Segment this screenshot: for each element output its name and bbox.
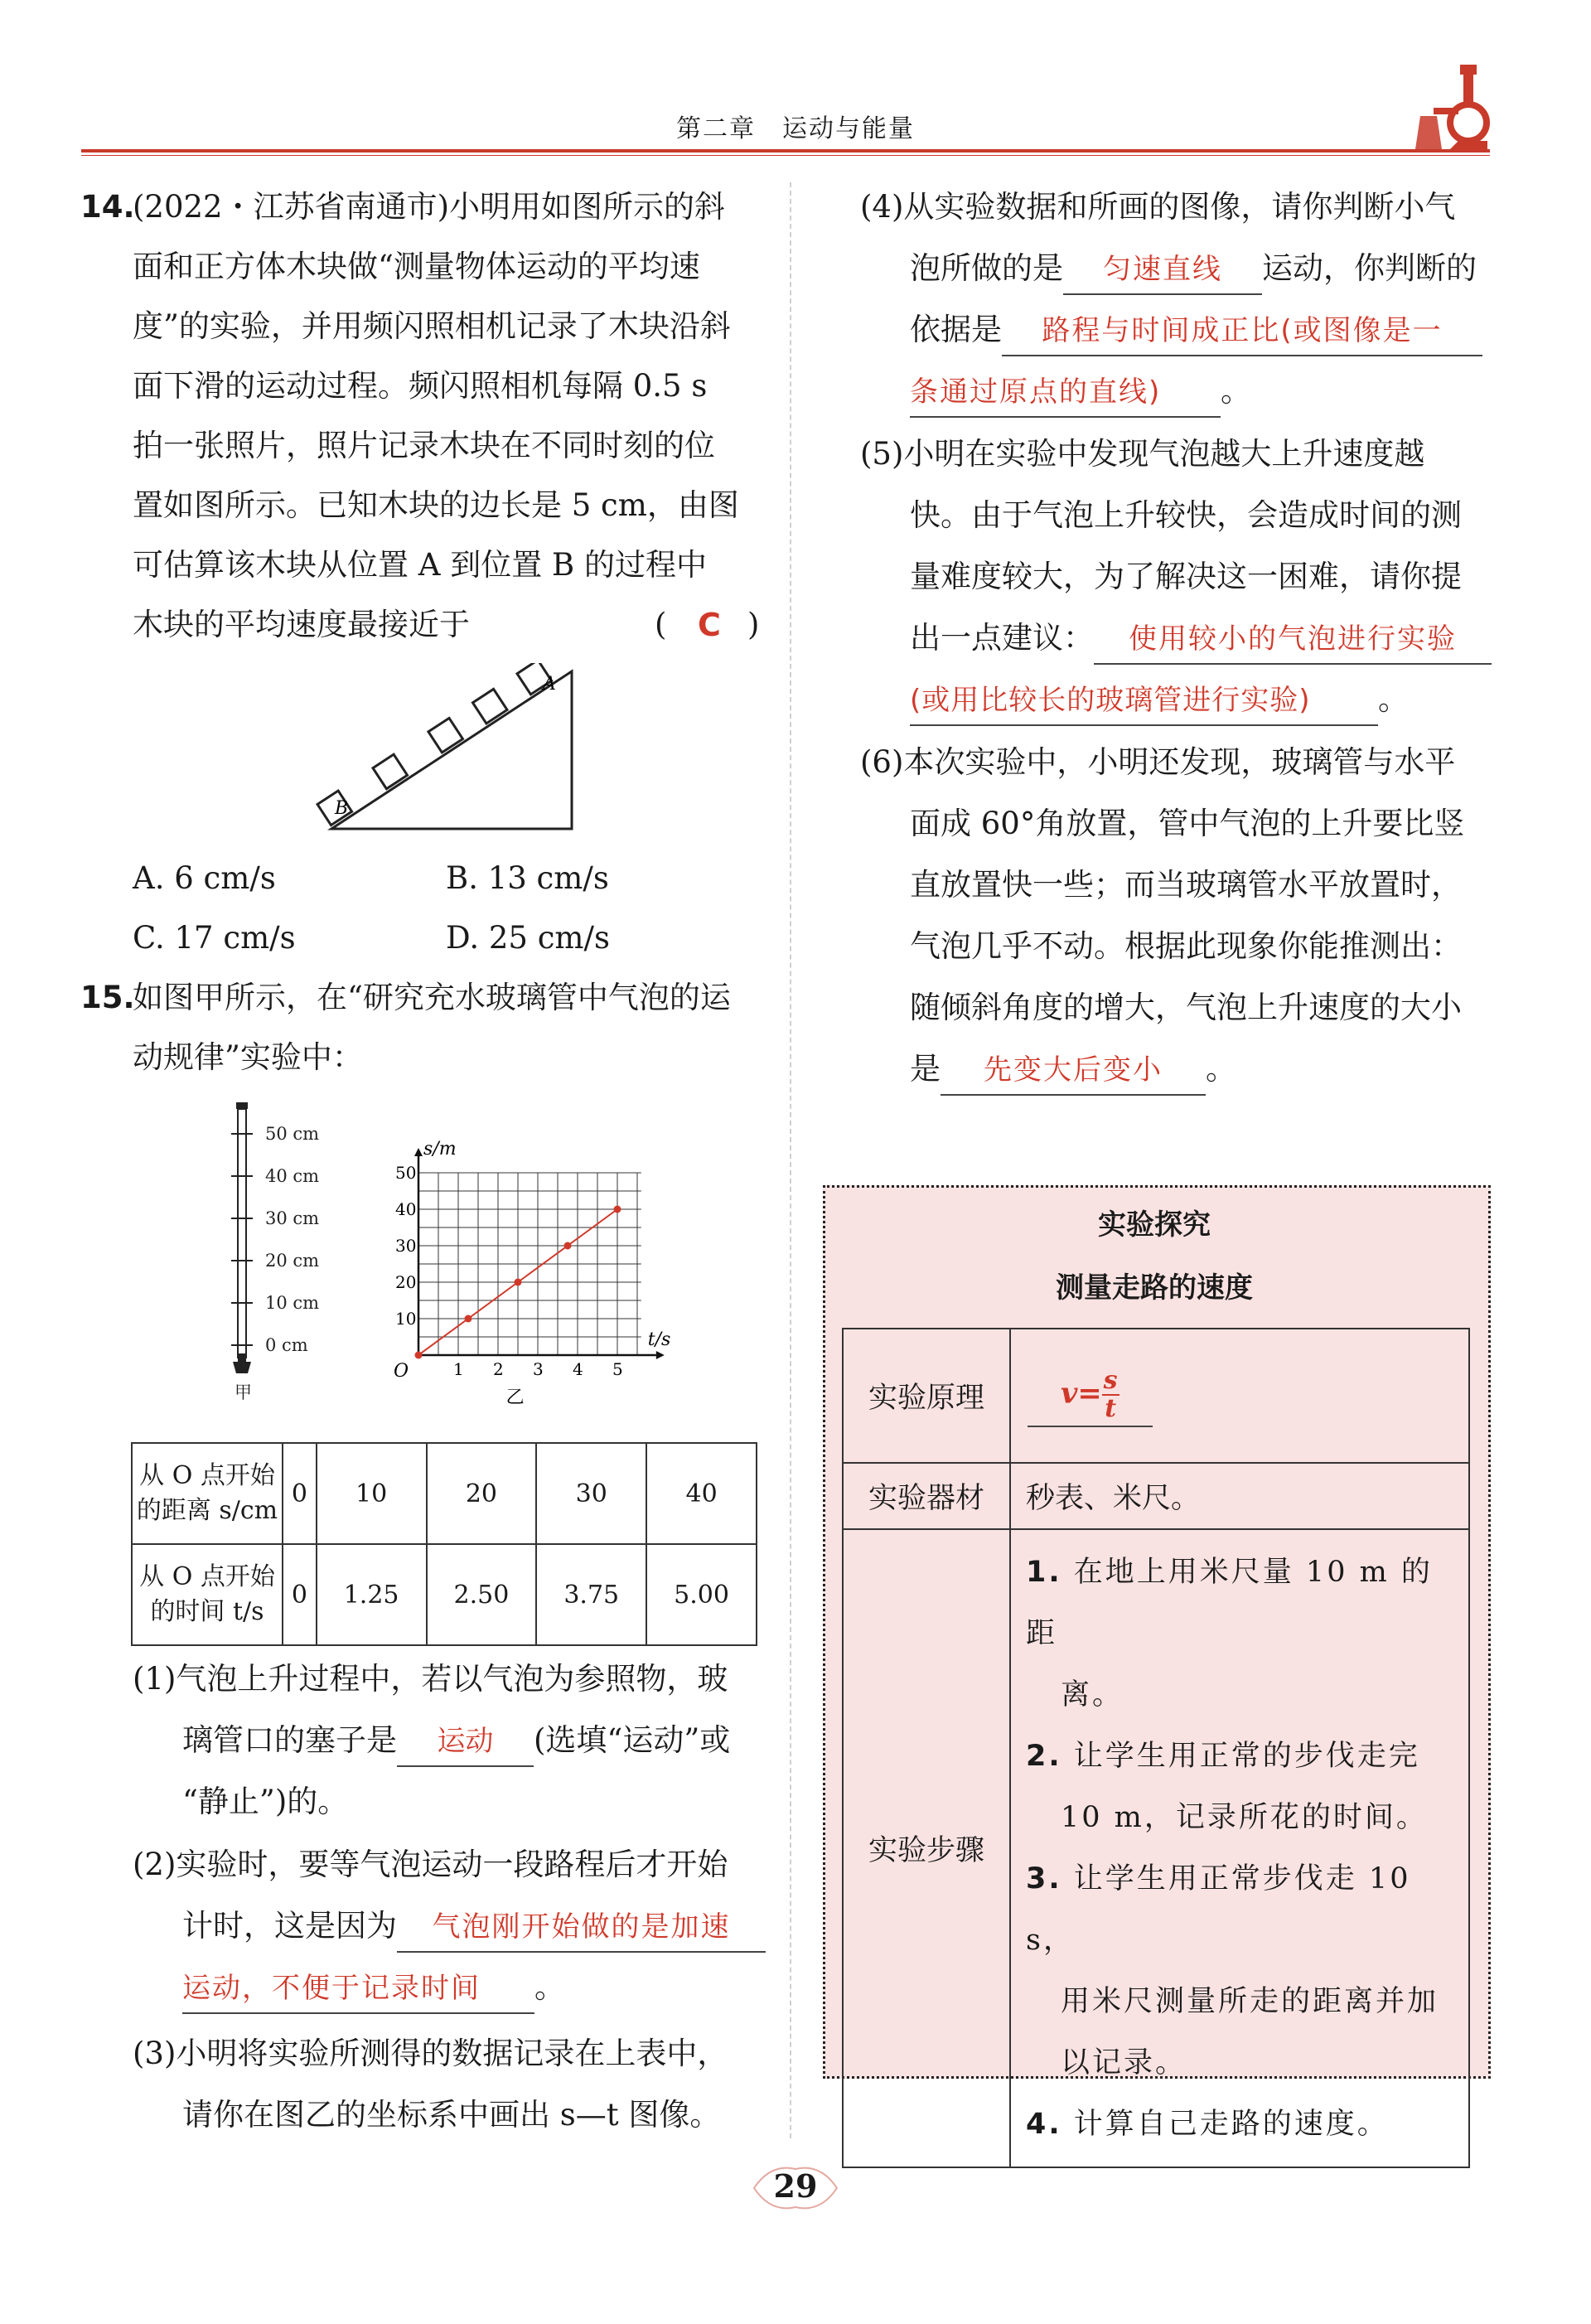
x-tick-label: 1 xyxy=(453,1359,464,1379)
text: 璃管口的塞子是 xyxy=(182,1722,397,1758)
q15-p2-answer-2: 运动，不便于记录时间 xyxy=(182,1964,534,2014)
data-point xyxy=(614,1206,621,1213)
q14-answer: C xyxy=(698,607,721,643)
graph-caption: 乙 xyxy=(505,1387,525,1408)
step-text: 让学生用正常步伐走 10 s， xyxy=(1026,1862,1411,1957)
y-tick-label: 20 xyxy=(395,1272,417,1292)
table-cell: 3.75 xyxy=(536,1544,646,1645)
q15-p3-line1: (3)小明将实验所测得的数据记录在上表中， xyxy=(133,2036,728,2071)
q15-p6-line2: 面成 60°角放置，管中气泡的上升要比竖 xyxy=(910,806,1465,841)
label-b: B xyxy=(335,798,349,819)
q15-p6-line4: 气泡几乎不动。根据此现象你能推测出： xyxy=(910,928,1462,964)
step-number: 2. xyxy=(1026,1740,1062,1773)
q15-p4-answer-3: 条通过原点的直线) xyxy=(910,368,1221,418)
step-item xyxy=(1026,1726,1460,1787)
q15-p6-line6 xyxy=(910,1039,1236,1099)
x-tick-label: 3 xyxy=(533,1359,544,1379)
q15-p2-line3 xyxy=(182,1958,565,2017)
header-rule xyxy=(81,149,1490,153)
step-number: 4. xyxy=(1026,2108,1062,2141)
s-t-graph xyxy=(385,1131,684,1413)
q15-p4-answer-1: 匀速直线 xyxy=(1063,245,1262,295)
step-item xyxy=(1026,2094,1460,2155)
q15-p1-answer: 运动 xyxy=(397,1717,534,1767)
text: 计时，这是因为 xyxy=(182,1908,397,1944)
x-tick-label: 5 xyxy=(612,1359,623,1379)
experiment-subtitle: 测量走路的速度 xyxy=(1056,1271,1253,1305)
q15-p6-line1: (6)本次实验中，小明还发现，玻璃管与水平 xyxy=(860,744,1456,780)
steps-label: 实验步骤 xyxy=(843,1529,1010,2167)
text: 出一点建议： xyxy=(910,620,1094,656)
table-row xyxy=(843,1529,1469,2167)
tube-mark-50: 50 cm xyxy=(265,1124,320,1144)
text: 。 xyxy=(1221,373,1251,409)
tube-mark-10: 10 cm xyxy=(265,1293,320,1313)
step-item-cont: 离。 xyxy=(1061,1678,1124,1712)
x-axis-label: t/s xyxy=(647,1329,671,1350)
q15-p6-line5: 随倾斜角度的增大，气泡上升速度的大小 xyxy=(910,990,1462,1025)
step-item-cont: 以记录。 xyxy=(1061,2046,1187,2079)
y-tick-label: 10 xyxy=(395,1309,417,1329)
table-cell: 30 xyxy=(536,1443,646,1544)
q14-option-b: B. 13 cm/s xyxy=(446,860,609,896)
text: 是 xyxy=(910,1051,941,1087)
q14-option-a: A. 6 cm/s xyxy=(133,860,276,896)
q15-p6-answer: 先变大后变小 xyxy=(941,1046,1206,1096)
data-table xyxy=(131,1442,757,1646)
data-point xyxy=(564,1242,572,1250)
q14-line-4: 面下滑的运动过程。频闪照相机每隔 0.5 s xyxy=(133,368,708,404)
text: 。 xyxy=(1378,681,1409,717)
table-row xyxy=(132,1443,757,1544)
text: 运动，你判断的 xyxy=(1262,250,1477,286)
q15-p5-line4 xyxy=(910,608,1492,668)
q14-line-1: (2022・江苏省南通市)小明用如图所示的斜 xyxy=(133,189,726,225)
experiment-table xyxy=(842,1328,1470,2168)
step-text: 在地上用米尺量 10 m 的距 xyxy=(1026,1556,1433,1650)
table-row xyxy=(843,1329,1469,1463)
x-tick-label: 2 xyxy=(493,1359,504,1379)
q15-p4-answer-2: 路程与时间成正比(或图像是一 xyxy=(1002,307,1482,356)
q15-p1-line1: (1)气泡上升过程中，若以气泡为参照物，玻 xyxy=(133,1661,728,1697)
tube-caption: 甲 xyxy=(235,1382,252,1402)
y-tick-label: 40 xyxy=(395,1199,417,1219)
q15-p3-line2: 请你在图乙的坐标系中画出 s—t 图像。 xyxy=(182,2097,721,2133)
q15-p4-line3 xyxy=(910,300,1482,360)
equipment-value: 秒表、米尺。 xyxy=(1010,1463,1469,1529)
formula-fraction xyxy=(1102,1368,1120,1422)
step-number: 1. xyxy=(1026,1556,1062,1589)
q14-paren-close: ) xyxy=(747,607,760,642)
step-item-cont: 10 m，记录所花的时间。 xyxy=(1061,1801,1428,1834)
q15-p5-line2: 快。由于气泡上升较快，会造成时间的测 xyxy=(910,497,1462,533)
q15-p5-line3: 量难度较大，为了解决这一困难，请你提 xyxy=(910,559,1462,594)
q15-p5-answer-1: 使用较小的气泡进行实验 xyxy=(1094,615,1492,665)
table-row-head xyxy=(132,1443,283,1544)
equipment-label: 实验器材 xyxy=(843,1463,1010,1529)
q15-intro-2: 动规律”实验中： xyxy=(133,1039,363,1075)
text: 泡所做的是 xyxy=(910,250,1063,286)
table-cell: 1.25 xyxy=(317,1544,427,1645)
q14-line-5: 拍一张照片，照片记录木块在不同时刻的位 xyxy=(133,428,715,463)
chapter-title: 第二章 运动与能量 xyxy=(676,114,915,143)
table-row-head xyxy=(132,1544,283,1645)
y-axis-arrow xyxy=(414,1148,423,1156)
table-row xyxy=(843,1463,1469,1529)
glass-tube-figure xyxy=(211,1098,352,1405)
data-point xyxy=(415,1352,423,1359)
y-axis-label: s/m xyxy=(423,1139,457,1160)
formula-v: v= xyxy=(1061,1376,1102,1411)
tube-mark-30: 30 cm xyxy=(265,1208,320,1228)
tube-mark-40: 40 cm xyxy=(265,1166,320,1186)
table-cell: 0 xyxy=(283,1544,317,1645)
q15-p5-line1: (5)小明在实验中发现气泡越大上升速度越 xyxy=(860,436,1425,472)
principle-label: 实验原理 xyxy=(843,1329,1010,1463)
text: (选填“运动”或 xyxy=(534,1722,731,1758)
table-cell: 0 xyxy=(283,1443,317,1544)
formula-den: t xyxy=(1105,1394,1117,1423)
step-text: 让学生用正常的步伐走完 xyxy=(1073,1740,1420,1773)
tube-mark-0: 0 cm xyxy=(265,1335,308,1355)
origin-label: O xyxy=(394,1361,409,1382)
step-item xyxy=(1026,1848,1460,1971)
data-point xyxy=(465,1315,472,1323)
principle-cell xyxy=(1010,1329,1469,1463)
q14-line-3: 度”的实验，并用频闪照相机记录了木块沿斜 xyxy=(133,308,731,344)
column-divider xyxy=(790,182,791,2138)
q15-p6-line3: 直放置快一些；而当玻璃管水平放置时， xyxy=(910,867,1462,903)
steps-cell xyxy=(1010,1529,1469,2167)
label-a: A xyxy=(543,674,556,695)
q15-p4-line1: (4)从实验数据和所画的图像，请你判断小气 xyxy=(860,189,1456,225)
q15-p2-line2 xyxy=(182,1896,766,1956)
q14-paren-open: ( xyxy=(655,607,667,642)
experiment-title: 实验探究 xyxy=(1098,1208,1211,1242)
table-cell: 10 xyxy=(317,1443,427,1544)
q15-number: 15. xyxy=(80,980,135,1015)
q14-line-7: 可估算该木块从位置 A 到位置 B 的过程中 xyxy=(133,547,707,583)
step-item xyxy=(1026,1542,1460,1664)
tube-mark-20: 20 cm xyxy=(265,1251,320,1271)
row-head-line: 的时间 t/s xyxy=(150,1597,264,1626)
q15-p5-line5 xyxy=(910,670,1409,729)
q15-intro-1: 如图甲所示，在“研究充水玻璃管中气泡的运 xyxy=(133,980,731,1015)
x-axis-arrow xyxy=(656,1351,665,1359)
table-cell: 2.50 xyxy=(427,1544,537,1645)
q14-option-c: C. 17 cm/s xyxy=(133,920,296,956)
text: 。 xyxy=(1206,1051,1236,1087)
table-cell: 20 xyxy=(427,1443,537,1544)
row-head-line: 从 O 点开始 xyxy=(139,1562,275,1591)
q15-p4-line2 xyxy=(910,239,1477,298)
row-head-line: 从 O 点开始 xyxy=(139,1461,275,1490)
q14-line-6: 置如图所示。已知木块的边长是 5 cm，由图 xyxy=(133,487,739,523)
data-point xyxy=(515,1279,522,1286)
principle-formula xyxy=(1028,1364,1153,1427)
table-row xyxy=(132,1544,757,1645)
incline-figure xyxy=(315,663,588,837)
table-cell: 5.00 xyxy=(646,1544,757,1645)
text: 依据是 xyxy=(910,312,1002,347)
lab-flask-logo-icon xyxy=(1409,58,1500,157)
step-number: 3. xyxy=(1026,1862,1062,1896)
table-cell: 40 xyxy=(646,1443,757,1544)
q15-p2-answer-1: 气泡刚开始做的是加速 xyxy=(397,1903,766,1953)
q15-p2-line1: (2)实验时，要等气泡运动一段路程后才开始 xyxy=(133,1847,728,1882)
q14-number: 14. xyxy=(80,189,135,225)
step-item-cont: 用米尺测量所走的距离并加 xyxy=(1061,1985,1439,2018)
q15-p4-line4 xyxy=(910,361,1251,421)
y-tick-label: 30 xyxy=(395,1236,417,1256)
q15-p1-line3: “静止”)的。 xyxy=(182,1784,349,1819)
q14-option-d: D. 25 cm/s xyxy=(446,920,610,956)
text: 。 xyxy=(534,1969,565,2005)
step-text: 计算自己走路的速度。 xyxy=(1073,2108,1389,2141)
graph-grid xyxy=(418,1173,641,1355)
q15-p5-answer-2: (或用比较长的玻璃管进行实验) xyxy=(910,676,1378,726)
formula-num: s xyxy=(1103,1366,1118,1395)
y-tick-label: 50 xyxy=(395,1163,417,1183)
q14-line-8: 木块的平均速度最接近于 xyxy=(133,607,470,642)
q14-line-2: 面和正方体木块做“测量物体运动的平均速 xyxy=(133,249,700,284)
header-rule-thin xyxy=(81,155,1490,156)
q15-p1-line2 xyxy=(182,1711,730,1770)
row-head-line: 的距离 s/cm xyxy=(136,1496,278,1525)
page-number: 29 xyxy=(773,2167,818,2205)
x-tick-label: 4 xyxy=(573,1359,583,1379)
